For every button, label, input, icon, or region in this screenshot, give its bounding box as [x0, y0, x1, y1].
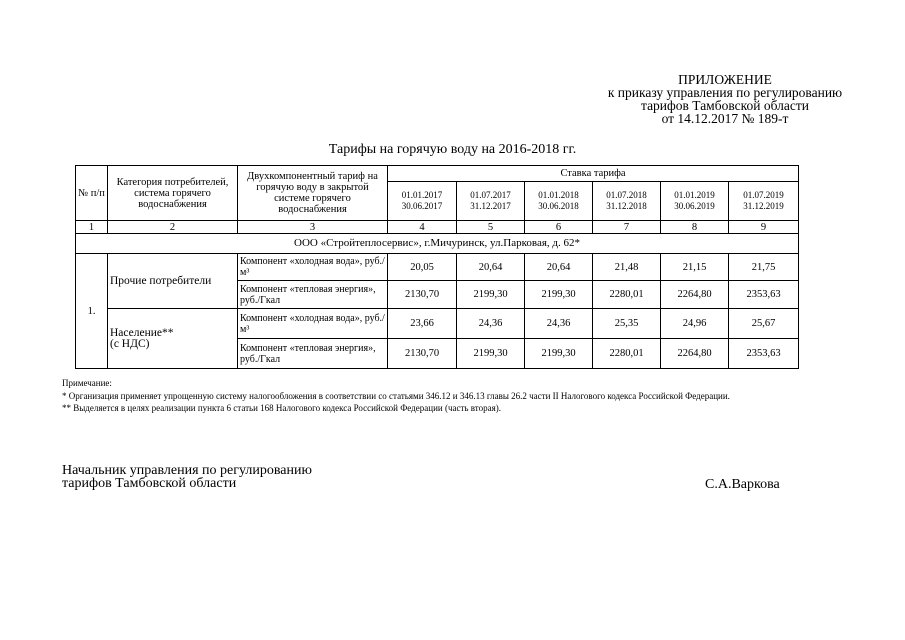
note-item: * Организация применяет упрощенную систему налогообложения в соответствии со статьями 346.12 и 346.13 главы 26.2 части II Налогового кодекса Российской Федерации. [62, 390, 730, 401]
header-tariff: Двухкомпонентный тариф на горячую воду в закрытой системе горячего водоснабжения [238, 166, 388, 221]
organization-name: ООО «Стройтеплосервис», г.Мичуринск, ул.Парковая, д. 62* [76, 234, 799, 254]
table-row [76, 254, 799, 281]
appendix-authority-line: тарифов Тамбовской области [641, 98, 809, 113]
column-number-row [76, 221, 799, 234]
col-number: 3 [238, 221, 388, 234]
value-cell: 21,75 [729, 254, 799, 281]
component-cell: Компонент «тепловая энергия», руб./Гкал [238, 339, 388, 369]
component-cell: Компонент «тепловая энергия», руб./Гкал [238, 281, 388, 309]
appendix-title: ПРИЛОЖЕНИЕ [678, 72, 772, 87]
value-cell: 2199,30 [457, 339, 525, 369]
signer-position [62, 464, 312, 490]
appendix-block [560, 73, 890, 125]
value-cell: 2353,63 [729, 339, 799, 369]
signer-position-line: тарифов Тамбовской области [62, 476, 237, 491]
period-cell: 01.01.2017 30.06.2017 [388, 182, 457, 221]
table-row [76, 309, 799, 339]
col-number: 4 [388, 221, 457, 234]
component-cell: Компонент «холодная вода», руб./м³ [238, 309, 388, 339]
col-number: 1 [76, 221, 108, 234]
header-category: Категория потребителей, система горячего водоснабжения [108, 166, 238, 221]
notes-block [62, 377, 822, 415]
col-number: 2 [108, 221, 238, 234]
col-number: 5 [457, 221, 525, 234]
value-cell: 2264,80 [661, 281, 729, 309]
period-cell: 01.07.2019 31.12.2019 [729, 182, 799, 221]
value-cell: 2353,63 [729, 281, 799, 309]
organization-row [76, 234, 799, 254]
value-cell: 2199,30 [525, 281, 593, 309]
header-num: № п/п [76, 166, 108, 221]
value-cell: 20,64 [457, 254, 525, 281]
signer-name: С.А.Варкова [705, 477, 780, 492]
signer-position-line: Начальник управления по регулированию [62, 463, 312, 478]
value-cell: 24,96 [661, 309, 729, 339]
value-cell: 23,66 [388, 309, 457, 339]
period-cell: 01.01.2019 30.06.2019 [661, 182, 729, 221]
component-cell: Компонент «холодная вода», руб./м³ [238, 254, 388, 281]
appendix-order-line: к приказу управления по регулированию [607, 85, 843, 100]
notes-heading: Примечание: [62, 378, 112, 388]
value-cell: 25,67 [729, 309, 799, 339]
value-cell: 2199,30 [525, 339, 593, 369]
note-item: ** Выделяется в целях реализации пункта 6 статьи 168 Налогового кодекса Российской Федерации (часть вторая). [62, 403, 501, 413]
col-number: 6 [525, 221, 593, 234]
period-cell: 01.01.2018 30.06.2018 [525, 182, 593, 221]
value-cell: 20,64 [525, 254, 593, 281]
tariff-table [75, 165, 799, 369]
header-row [76, 166, 799, 182]
value-cell: 2264,80 [661, 339, 729, 369]
document-title: Тарифы на горячую воду на 2016-2018 гг. [328, 142, 577, 157]
period-cell: 01.07.2018 31.12.2018 [593, 182, 661, 221]
value-cell: 2130,70 [388, 281, 457, 309]
col-number: 7 [593, 221, 661, 234]
category-cell: Прочие потребители [108, 254, 238, 309]
value-cell: 2199,30 [457, 281, 525, 309]
category-cell: Население** (с НДС) [108, 309, 238, 369]
value-cell: 21,15 [661, 254, 729, 281]
value-cell: 25,35 [593, 309, 661, 339]
value-cell: 21,48 [593, 254, 661, 281]
header-rate: Ставка тарифа [388, 166, 799, 182]
appendix-date-line: от 14.12.2017 № 189-т [661, 111, 789, 126]
value-cell: 2280,01 [593, 339, 661, 369]
row-number: 1. [76, 254, 108, 369]
col-number: 9 [729, 221, 799, 234]
value-cell: 24,36 [457, 309, 525, 339]
period-cell: 01.07.2017 31.12.2017 [457, 182, 525, 221]
col-number: 8 [661, 221, 729, 234]
value-cell: 2130,70 [388, 339, 457, 369]
value-cell: 24,36 [525, 309, 593, 339]
value-cell: 20,05 [388, 254, 457, 281]
value-cell: 2280,01 [593, 281, 661, 309]
